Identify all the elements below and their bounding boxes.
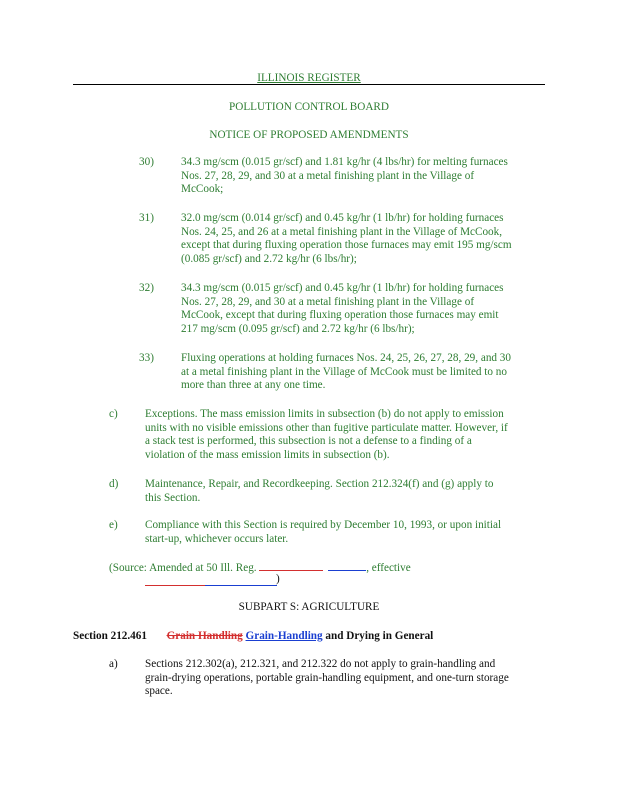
subsection-line: space. <box>145 685 173 697</box>
subsection-letter: e) <box>109 519 118 531</box>
board-title: POLLUTION CONTROL BOARD <box>229 101 389 113</box>
source-effective: , effective <box>366 562 411 574</box>
item-number: 32) <box>139 282 154 294</box>
subsection-line: Exceptions. The mass emission limits in subsection (b) do not apply to emission <box>145 408 504 420</box>
subsection-letter: c) <box>109 408 118 420</box>
register-title: ILLINOIS REGISTER <box>257 72 361 84</box>
subsection-line: units with no visible emissions other than fugitive particulate matter. However, if <box>145 421 508 434</box>
item-line: 32.0 mg/scm (0.014 gr/scf) and 0.45 kg/hr (1 lb/hr) for holding furnaces <box>181 212 504 224</box>
deleted-text: Grain Handling <box>166 630 243 642</box>
subsection-line: a stack test is performed, this subsection is not a defense to a finding of a <box>145 435 472 447</box>
item-line: at a metal finishing plant in the Village of McCook must be limited to no <box>181 365 507 378</box>
item-line: 34.3 mg/scm (0.015 gr/scf) and 0.45 kg/hr (1 lb/hr) for holding furnaces <box>181 282 504 294</box>
subsection-line: Sections 212.302(a), 212.321, and 212.322 do not apply to grain-handling and <box>145 658 496 670</box>
subsection-letter: a) <box>109 658 118 670</box>
item-line: except that during fluxing operation those furnaces may emit 195 mg/scm <box>181 239 512 251</box>
subsection-line: this Section. <box>145 491 201 504</box>
item-number: 30) <box>139 156 154 168</box>
page-blank <box>328 560 366 571</box>
item-30-text <box>181 156 508 197</box>
subpart-title: SUBPART S: AGRICULTURE <box>238 601 380 613</box>
subsection-line: Maintenance, Repair, and Recordkeeping. Section 212.324(f) and (g) apply to <box>145 478 494 490</box>
header-rule <box>73 84 545 85</box>
subsection-line: violation of the mass emission limits in subsection (b). <box>145 448 390 461</box>
date-blank-inserted <box>205 572 277 586</box>
section-heading <box>73 630 433 644</box>
item-line: McCook, except that during fluxing operation those furnaces may emit <box>181 309 499 321</box>
date-blank-deleted <box>145 572 205 586</box>
item-line: 34.3 mg/scm (0.015 gr/scf) and 1.81 kg/hr (4 lbs/hr) for melting furnaces <box>181 156 508 168</box>
item-number: 33) <box>139 352 154 364</box>
section-title-rest: and Drying in General <box>322 630 434 642</box>
section-number: Section 212.461 <box>73 630 147 642</box>
subsection-e-text <box>145 519 501 546</box>
item-line: more than three at any one time. <box>181 379 326 391</box>
closing-paren: ) <box>276 573 280 585</box>
volume-blank <box>259 560 323 571</box>
notice-title: NOTICE OF PROPOSED AMENDMENTS <box>209 129 409 141</box>
register-header <box>0 72 618 84</box>
item-number: 31) <box>139 212 154 224</box>
item-32-text <box>181 282 504 336</box>
section-a-text <box>145 658 509 699</box>
item-31-text <box>181 212 512 266</box>
subsection-line: grain-drying operations, portable grain-handling equipment, and one-turn storage <box>145 671 509 684</box>
subsection-line: start-up, whichever occurs later. <box>145 532 289 545</box>
source-prefix: (Source: Amended at 50 Ill. Reg. <box>109 562 257 574</box>
item-line: McCook; <box>181 183 224 195</box>
item-line: Nos. 24, 25, and 26 at a metal finishing plant in the Village of McCook, <box>181 225 503 238</box>
item-line: Fluxing operations at holding furnaces Nos. 24, 25, 26, 27, 28, 29, and 30 <box>181 352 511 364</box>
subsection-c-text <box>145 408 508 462</box>
item-line: Nos. 27, 28, 29, and 30 at a metal finishing plant in the Village of <box>181 169 475 182</box>
item-line: (0.085 gr/scf) and 2.72 kg/hr (6 lbs/hr); <box>181 252 357 265</box>
subsection-line: Compliance with this Section is required by December 10, 1993, or upon initial <box>145 519 502 531</box>
item-line: 217 mg/scm (0.095 gr/scf) and 2.72 kg/hr (6 lbs/hr); <box>181 322 415 335</box>
subsection-d-text <box>145 478 493 505</box>
subsection-letter: d) <box>109 478 119 490</box>
item-line: Nos. 27, 28, 29, and 30 at a metal finishing plant in the Village of <box>181 295 475 308</box>
item-33-text <box>181 352 511 393</box>
inserted-text: Grain-Handling <box>245 630 323 642</box>
